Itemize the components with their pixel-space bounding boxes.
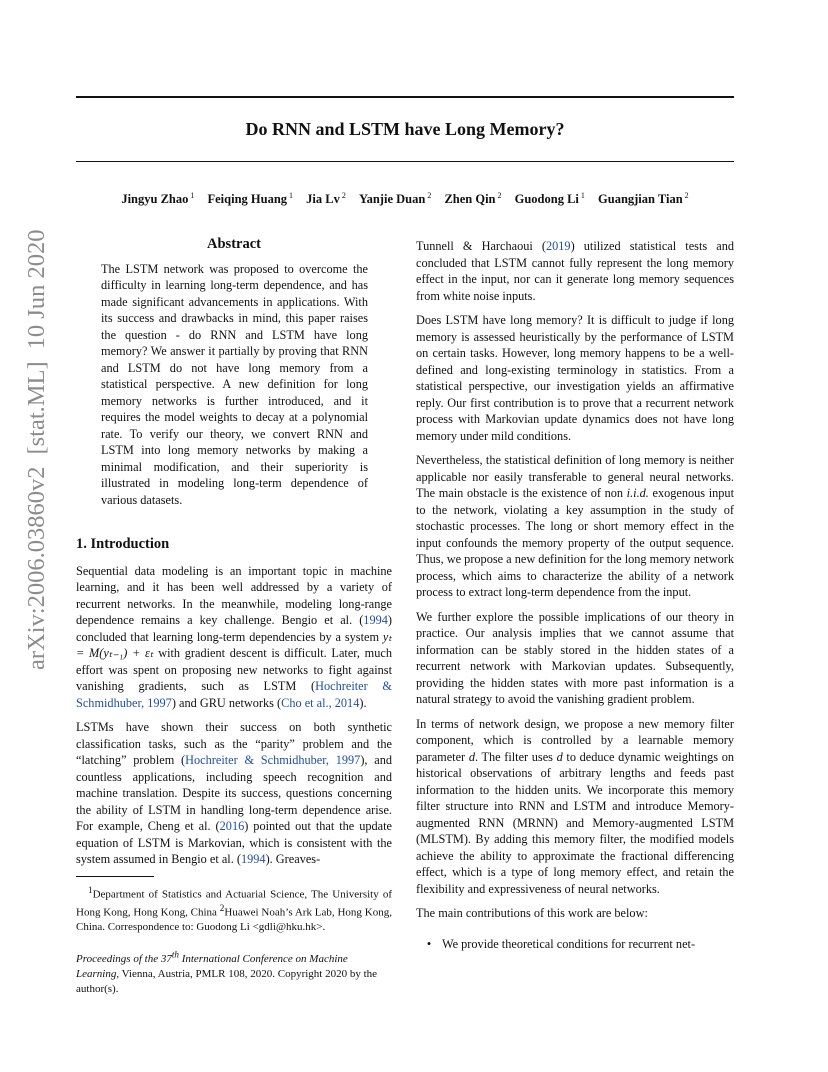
arxiv-category: [stat.ML] bbox=[23, 361, 50, 455]
abstract-text: The LSTM network was proposed to overcome the difficulty in learning long-term dependence, and has made significant advancements in applications. With its success and drawbacks in mind, this paper raises the question - do RNN and LSTM have long memory? We answer it partially by proving that RNN and LSTM do not have long memory from a statistical perspective. A new definition for long memory networks is further introduced, and it requires the model weights to decay at a polynomial rate. To verify our theory, we convert RNN and LSTM into long memory networks by making a minimal modification, and their superiority is illustrated in modeling long-term dependence of various datasets. bbox=[101, 261, 368, 507]
citation-link[interactable]: Hochreiter & Schmidhuber, 1997 bbox=[185, 753, 361, 767]
citation-link[interactable]: 1994 bbox=[363, 613, 388, 627]
author: Jingyu Zhao $^1$ bbox=[121, 191, 195, 207]
section-heading-introduction: 1. Introduction bbox=[76, 536, 170, 552]
proceedings-note: Proceedings of the 37th International Conference on Machine Learning, Vienna, Austria, PMLR 108, 2020. Copyright 2020 by the author(s). bbox=[76, 949, 378, 996]
author: Guodong Li $^1$ bbox=[514, 191, 585, 207]
body-paragraph: We further explore the possible implications of our theory in practice. Our analysis implies that we cannot assume that information can be stably stored in the hidden states of a recurrent network with Markovian updates. Subsequently, providing the hidden states with more past information is a natural strategy to avoid the vanishing gradient problem. bbox=[416, 609, 734, 706]
body-paragraph: In terms of network design, we propose a new memory filter component, which is controlled by a learnable memory parameter d. The filter uses d to deduce dynamic weightings on historical observations of arbitrary lengths and feeds past information to the hidden units. We incorporate this memory filter structure into RNN and LSTM and introduce Memory-augmented RNN (MRNN) and Memory-augmented LSTM (MLSTM). By adding this memory filter, the modified models achieve the ability to approximate the fractional differencing effect, which is a type of long memory effect, and retain the flexibility and expressiveness of neural networks. bbox=[416, 716, 734, 896]
author-list bbox=[76, 191, 734, 207]
citation-link[interactable]: Hochreiter & Schmidhuber, 1997 bbox=[76, 679, 392, 710]
title-rule-top bbox=[76, 96, 734, 98]
left-column bbox=[76, 236, 392, 1005]
arxiv-id: arXiv:2006.03860v2 bbox=[23, 466, 50, 670]
intro-paragraph-1: Sequential data modeling is an important topic in machine learning, and it has been well addressed by a variety of recurrent networks. In the meanwhile, modeling long-range dependence remains a key challenge. Bengio et al. (1994) concluded that learning long-term dependencies by a system yₜ = M(yₜ₋₁) + εₜ with gradient descent is difficult. Later, much effort was spent on proposing new networks to fight against vanishing gradients, such as LSTM (Hochreiter & Schmidhuber, 1997) and GRU networks (Cho et al., 2014). bbox=[76, 563, 392, 710]
abstract-heading: Abstract bbox=[207, 236, 261, 252]
author: Guangjian Tian $^2$ bbox=[598, 191, 689, 207]
citation-link[interactable]: 1994 bbox=[240, 852, 266, 866]
intro-paragraph-2: LSTMs have shown their success on both synthetic classification tasks, such as the “parity” problem and the “latching” problem (Hochreiter & Schmidhuber, 1997), and countless applications, including speech recognition and machine translation. Despite its success, questions concerning the ability of LSTM in handling long-term dependence arise. For example, Cheng et al. (2016) pointed out that the update equation of LSTM is Markovian, which is consistent with the system assumed in Bengio et al. (1994). Greaves- bbox=[76, 720, 392, 866]
body-paragraph: Does LSTM have long memory? It is difficult to judge if long memory is assessed heuristically by the performance of LSTM on certain tasks. However, long memory happens to be a well-defined and long-existing terminology in statistics. From a statistical perspective, our investigation yields an affirmative reply. Our first contribution is to prove that a recurrent network process with Markovian update dynamics does not have long memory under mild conditions. bbox=[416, 313, 734, 443]
affiliation-footnote: $^1$Department of Statistics and Actuarial Science, The University of Hong Kong, Hong Kong, China $^2$Huawei Noah’s Ark Lab, Hong Kong, China. Correspondence to: Guodong Li <gdli@hku.hk>. bbox=[76, 884, 392, 933]
author: Jia Lv $^2$ bbox=[306, 191, 346, 207]
citation-link[interactable]: 2016 bbox=[219, 819, 245, 833]
right-column bbox=[416, 238, 734, 952]
bullet-icon: • bbox=[426, 936, 432, 951]
arxiv-sidebar-stamp bbox=[12, 229, 62, 670]
author: Feiqing Huang $^1$ bbox=[207, 191, 294, 207]
citation-link[interactable]: Cho et al., 2014 bbox=[281, 695, 360, 710]
citation-link[interactable]: 2019 bbox=[545, 239, 571, 253]
author: Zhen Qin $^2$ bbox=[444, 191, 502, 207]
contribution-bullet: • We provide theoretical conditions for recurrent net- bbox=[416, 936, 734, 953]
footnote-rule bbox=[76, 876, 154, 877]
author: Yanjie Duan $^2$ bbox=[358, 191, 432, 207]
body-paragraph: Nevertheless, the statistical definition of long memory is neither applicable nor easily transferable to general neural networks. The main obstacle is the existence of non i.i.d. exogenous input to the network, violating a key assumption in the study of stochastic processes. The long or short memory effect in the input confounds the memory property of the output sequence. Thus, we propose a new definition for the long memory network process, which aims to characterize the ability of a network process to extract long-term dependence from the input. bbox=[416, 453, 734, 599]
equation-inline: yₜ = M(yₜ₋₁) + εₜ bbox=[76, 629, 392, 660]
title-rule-bottom bbox=[76, 161, 734, 162]
arxiv-date: 10 Jun 2020 bbox=[23, 229, 50, 350]
body-paragraph: The main contributions of this work are below: bbox=[416, 906, 648, 920]
paper-title: Do RNN and LSTM have Long Memory? bbox=[245, 119, 565, 139]
body-paragraph: Tunnell & Harchaoui (2019) utilized statistical tests and concluded that LSTM cannot fully represent the long memory effect in the input, nor can it generate long memory sequences from white noise inputs. bbox=[416, 239, 734, 303]
